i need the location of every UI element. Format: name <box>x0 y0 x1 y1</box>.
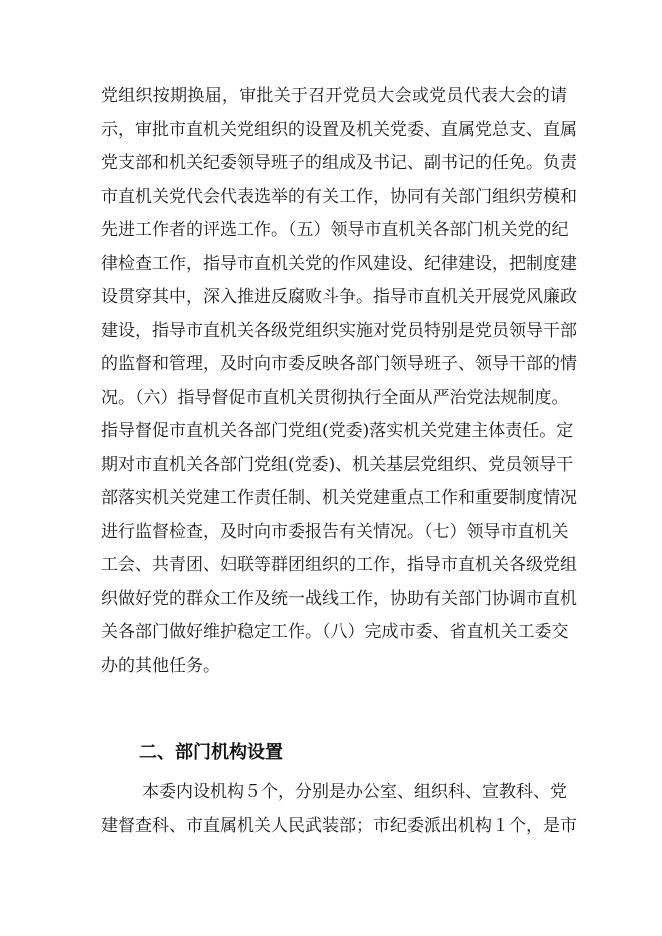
text-line: 的监督和管理，及时向市委反映各部门领导班子、领导干部的情 <box>101 354 577 374</box>
text-line: 办的其他任务。 <box>101 655 220 676</box>
text-line: 织做好党的群众工作及统一战线工作，协助有关部门协调市直机 <box>101 588 577 609</box>
text-line: 工会、共青团、妇联等群团组织的工作，指导市直机关各级党组 <box>101 555 577 575</box>
text-line: 示，审批市直机关党组织的设置及机关党委、直属党总支、直属 <box>101 119 577 140</box>
text-line: 律检查工作，指导市直机关党的作风建设、纪律建设，把制度建 <box>101 253 577 274</box>
text-line: 市直机关党代会代表选举的有关工作，协同有关部门组织劳模和 <box>101 186 577 207</box>
section-heading: 二、部门机构设置 <box>139 742 283 763</box>
text-line: 进行监督检查，及时向市委报告有关情况。（七）领导市直机关 <box>101 521 569 542</box>
text-line: 本委内设机构５个，分别是办公室、组织科、宣教科、党 <box>142 782 567 802</box>
text-line: 建督查科、市直属机关人民武装部；市纪委派出机构１个，是市 <box>101 815 577 836</box>
text-line: 指导督促市直机关各部门党组(党委)落实机关党建主体责任。定 <box>101 421 574 441</box>
body-paragraph-duties <box>101 80 577 683</box>
text-line: 建设，指导市直机关各级党组织实施对党员特别是党员领导干部 <box>101 320 577 341</box>
text-line: 况。（六）指导督促市直机关贯彻执行全面从严治党法规制度。 <box>101 387 569 408</box>
body-paragraph-structure <box>101 776 577 843</box>
text-line: 党组织按期换届，审批关于召开党员大会或党员代表大会的请 <box>101 86 567 106</box>
text-line: 关各部门做好维护稳定工作。（八）完成市委、省直机关工委交 <box>101 622 569 642</box>
text-line: 党支部和机关纪委领导班子的组成及书记、副书记的任免。负责 <box>101 153 577 173</box>
text-line: 部落实机关党建工作责任制、机关党建重点工作和重要制度情况 <box>101 488 577 508</box>
text-line: 期对市直机关各部门党组(党委)、机关基层党组织、党员领导干 <box>101 454 574 475</box>
text-line: 先进工作者的评选工作。（五）领导市直机关各部门机关党的纪 <box>101 220 569 240</box>
text-line: 设贯穿其中，深入推进反腐败斗争。指导市直机关开展党风廉政 <box>101 287 577 307</box>
